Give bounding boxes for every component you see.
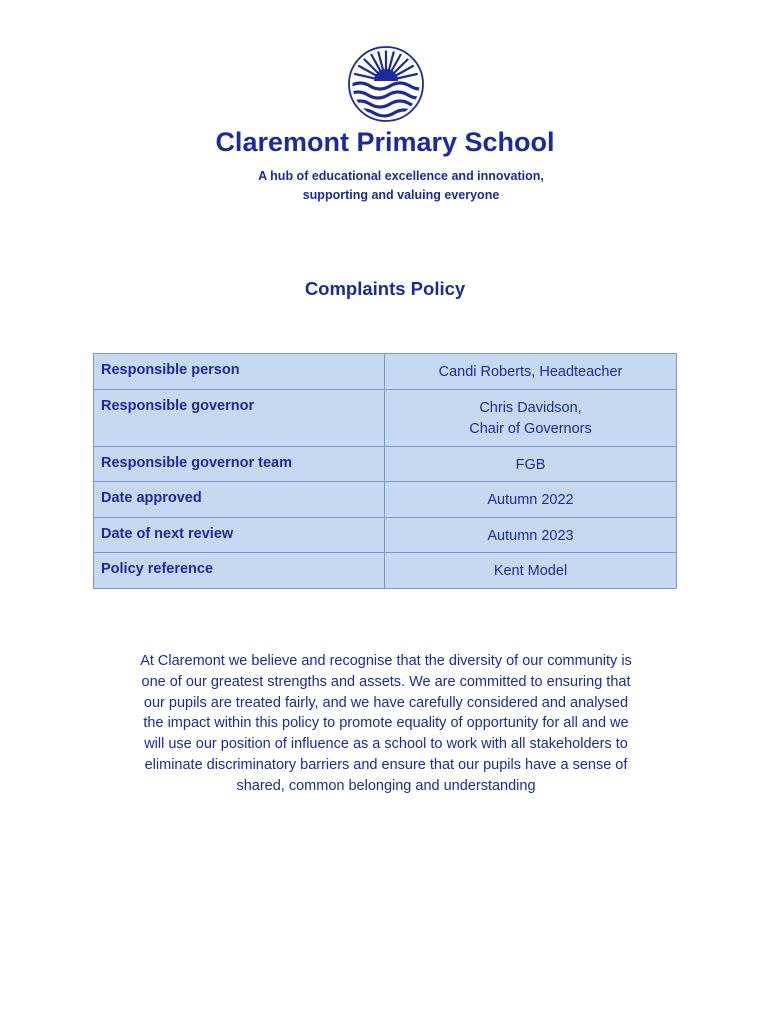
row-value-line: Kent Model (493, 563, 568, 579)
table-row (94, 482, 677, 518)
policy-info-table (93, 353, 677, 589)
row-value (385, 354, 677, 390)
tagline-line: A hub of educational excellence and innovation, (258, 169, 544, 183)
policy-title: Complaints Policy (304, 278, 466, 299)
row-label: Responsible person (94, 354, 385, 390)
row-label: Policy reference (94, 553, 385, 589)
tagline-line: supporting and valuing everyone (302, 188, 500, 202)
table-row (94, 447, 677, 482)
row-value-line: Chris Davidson, (479, 400, 582, 416)
row-value-line: Autumn 2023 (487, 528, 574, 544)
statement-line: shared, common belonging and understanding (236, 777, 536, 794)
row-value (385, 518, 677, 553)
row-value (385, 390, 677, 447)
statement-line: will use our position of influence as a school to work with all stakeholders to (144, 736, 628, 753)
table-row (94, 553, 677, 589)
row-value (385, 447, 677, 482)
table-row (94, 354, 677, 390)
statement-line: our pupils are treated fairly, and we have carefully considered and analysed (143, 694, 629, 711)
school-name: Claremont Primary School (215, 127, 555, 157)
row-value-line: Candi Roberts, Headteacher (438, 364, 623, 380)
statement-line: At Claremont we believe and recognise that the diversity of our community is (140, 653, 632, 669)
row-value-line: Autumn 2022 (487, 492, 574, 508)
row-value (385, 553, 677, 589)
school-tagline (0, 167, 770, 205)
row-value-line: FGB (515, 457, 546, 473)
equality-statement (90, 651, 682, 797)
row-value-line: Chair of Governors (469, 421, 592, 437)
statement-line: one of our greatest strengths and assets. We are committed to ensuring that (141, 673, 631, 690)
table-row (94, 390, 677, 447)
row-label: Responsible governor (94, 390, 385, 447)
statement-line: eliminate discriminatory barriers and ensure that our pupils have a sense of (144, 756, 628, 773)
row-value (385, 482, 677, 518)
table-row (94, 518, 677, 553)
row-label: Responsible governor team (94, 447, 385, 482)
school-logo-sun-over-waves-icon (346, 44, 426, 124)
row-label: Date of next review (94, 518, 385, 553)
statement-line: the impact within this policy to promote equality of opportunity for all and we (143, 715, 629, 732)
row-label: Date approved (94, 482, 385, 518)
